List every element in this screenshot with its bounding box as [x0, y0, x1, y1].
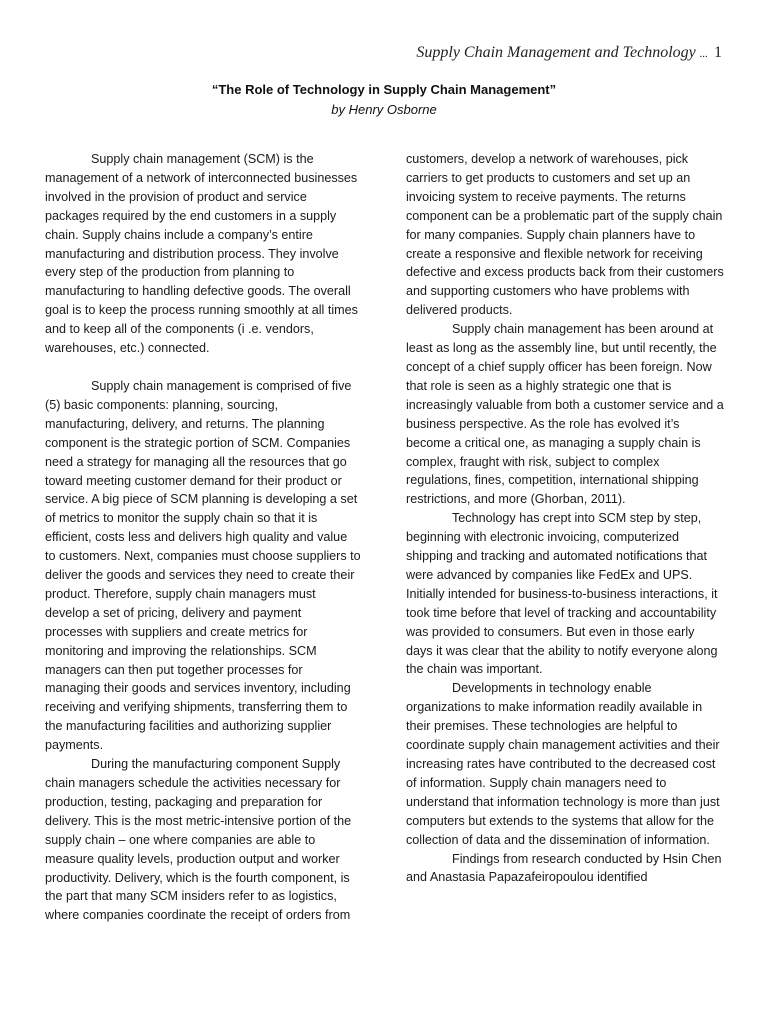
document-byline: by Henry Osborne: [331, 102, 437, 117]
paragraph: Technology has crept into SCM step by step, beginning with electronic invoicing, computerized shipping and tracking and automated notifications that were advanced by companies like FedEx and UPS. Initially intended for business-to-business interactions, it took time before that level of tracking and accountability was provided to consumers. But even in those early days it was clear that the ability to notify everyone along the chain was important.: [406, 511, 718, 677]
paragraph: Supply chain management is comprised of five (5) basic components: planning, sourcing, manufacturing, delivery, and returns. The planning component is the strategic portion of SCM. Companies need a strategy for managing all the resources that go toward meeting customer demand for their product or service. A big piece of SCM planning is developing a set of metrics to monitor the supply chain so that it is efficient, costs less and delivers high quality and value to customers. Next, companies must choose suppliers to deliver the goods and services they need to create their product. Therefore, supply chain managers must develop a set of pricing, delivery and payment processes with suppliers and create metrics for monitoring and improving the relationships. SCM managers can then put together processes for managing their goods and services inventory, including receiving and verifying shipments, transferring them to the manufacturing facilities and authorizing supplier payments.: [45, 378, 361, 753]
running-header: [416, 44, 722, 62]
paragraph: Supply chain management has been around at least as long as the assembly line, but until recently, the concept of a chief supply officer has been foreign. Now that role is seen as a highly strategic one that is increasingly valuable from both a customer service and a business perspective. As the role has evolved it’s become a critical one, as managing a supply chain is complex, fraught with risk, subject to complex regulations, fines, competition, international shipping restrictions, and more (Ghorban, 2011).: [406, 322, 724, 507]
paragraph: Findings from research conducted by Hsin Chen and Anastasia Papazafeiropoulou identified: [406, 851, 722, 885]
paragraph-continued: customers, develop a network of warehouses, pick carriers to get products to customers and set up an invoicing system to receive payments. The returns component can be a problematic part of the supply chain for many companies. Supply chain planners have to create a responsive and flexible network for receiving defective and excess products back from their customers and supporting customers who have problems with delivered products.: [406, 152, 724, 318]
page-number: 1: [714, 44, 722, 61]
paragraph: Supply chain management (SCM) is the management of a network of interconnected businesses involved in the provision of product and service packages required by the end customers in a supply chain. Supply chains include a company’s entire manufacturing and distribution process. They involve every step of the production from planning to manufacturing to handling defective goods. The overall goal is to keep the process running smoothly at all times and to keep all of the components (i .e. vendors, warehouses, etc.) connected.: [45, 152, 358, 356]
right-column: [406, 150, 724, 887]
left-column: [45, 150, 361, 925]
document-title: “The Role of Technology in Supply Chain Management”: [211, 82, 557, 97]
paragraph: During the manufacturing component Supply chain managers schedule the activities necessary for production, testing, packaging and preparation for delivery. This is the most metric-intensive portion of the supply chain – one where companies are able to measure quality levels, production output and worker productivity. Delivery, which is the fourth component, is the part that many SCM insiders refer to as logistics, where companies coordinate the receipt of orders from: [45, 757, 352, 923]
running-title-ellipsis: ...: [699, 48, 708, 60]
paragraph: Developments in technology enable organizations to make information readily available in their premises. These technologies are helpful to coordinate supply chain management activities and their increasing rates have contributed to the decreased cost of information. Supply chain managers need to understand that information technology is more than just computers but extends to the systems that allow for the collection of data and the dissemination of information.: [406, 681, 720, 847]
running-title: Supply Chain Management and Technology: [416, 44, 696, 61]
